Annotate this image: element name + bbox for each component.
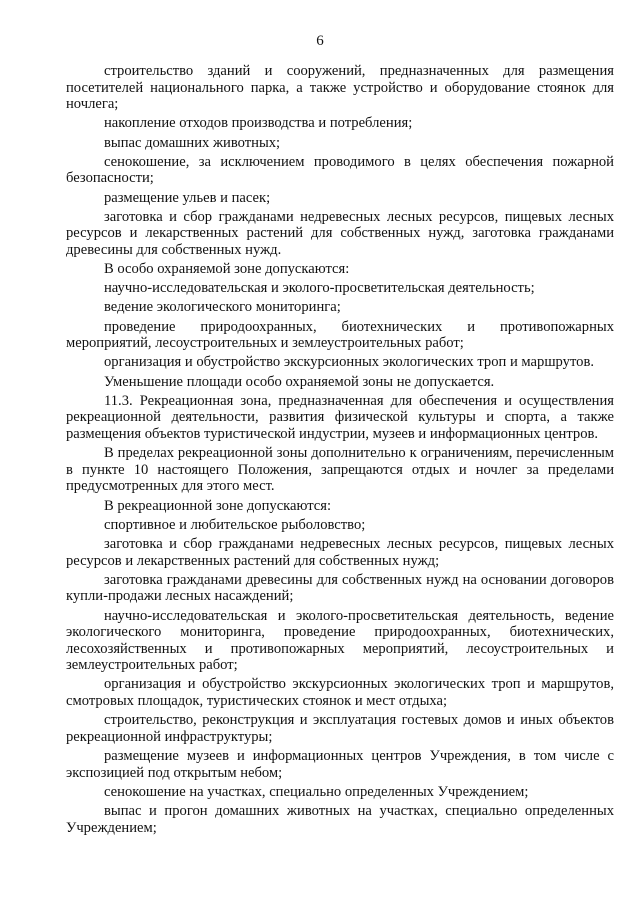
paragraph: заготовка и сбор гражданами недревесных лесных ресурсов, пищевых лесных ресурсов и лекарственных растений для собственных нужд; — [66, 535, 614, 569]
paragraph: заготовка гражданами древесины для собственных нужд на основании договоров купли-продажи лесных насаждений; — [66, 571, 614, 605]
paragraph: проведение природоохранных, биотехнических и противопожарных мероприятий, лесоустроительных и землеустроительных работ; — [66, 318, 614, 352]
paragraph: организация и обустройство экскурсионных экологических троп и маршрутов, смотровых площадок, туристических стоянок и мест отдыха; — [66, 676, 614, 710]
paragraph: ведение экологического мониторинга; — [104, 299, 341, 316]
paragraph: 11.3. Рекреационная зона, предназначенная для обеспечения и осуществления рекреационной деятельности, развития физической культуры и спорта, а также размещения объектов туристической индустрии, музеев и информационных центров. — [66, 392, 614, 442]
page-number: 6 — [316, 33, 324, 49]
paragraph: научно-исследовательская и эколого-просветительская деятельность, ведение экологического мониторинга, проведение природоохранных, биотехнических, лесохозяйственных и противопожарных мероприятий, лесоустроительных и землеустроительных работ; — [66, 607, 614, 674]
paragraph: научно-исследовательская и эколого-просветительская деятельность; — [104, 280, 535, 297]
paragraph: выпас домашних животных; — [104, 134, 281, 151]
paragraph: строительство зданий и сооружений, предназначенных для размещения посетителей национального парка, а также устройство и оборудование стоянок для ночлега; — [66, 63, 614, 113]
paragraph: сенокошение, за исключением проводимого в целях обеспечения пожарной безопасности; — [66, 153, 614, 187]
paragraph: сенокошение на участках, специально определенных Учреждением; — [104, 783, 529, 800]
paragraph: В особо охраняемой зоне допускаются: — [104, 261, 350, 278]
paragraph: организация и обустройство экскурсионных экологических троп и маршрутов. — [104, 354, 594, 371]
paragraph: размещение музеев и информационных центров Учреждения, в том числе с экспозицией под открытым небом; — [66, 748, 614, 781]
paragraph: спортивное и любительское рыболовство; — [104, 516, 366, 533]
paragraph: выпас и прогон домашних животных на участках, специально определенных Учреждением; — [66, 803, 614, 836]
paragraph: В пределах рекреационной зоны дополнительно к ограничениям, перечисленным в пункте 10 настоящего Положения, запрещаются отдых и ночлег за пределами предусмотренных для этого мест. — [66, 445, 614, 495]
paragraph: размещение ульев и пасек; — [104, 189, 271, 206]
paragraph: В рекреационной зоне допускаются: — [104, 497, 332, 514]
document-body — [66, 63, 614, 839]
paragraph: накопление отходов производства и потребления; — [104, 115, 413, 132]
paragraph: Уменьшение площади особо охраняемой зоны не допускается. — [104, 373, 495, 390]
paragraph: заготовка и сбор гражданами недревесных лесных ресурсов, пищевых лесных ресурсов и лекарственных растений для собственных нужд, заготовка гражданами древесины для собственных нужд. — [66, 208, 614, 258]
paragraph: строительство, реконструкция и эксплуатация гостевых домов и иных объектов рекреационной инфраструктуры; — [66, 712, 614, 745]
